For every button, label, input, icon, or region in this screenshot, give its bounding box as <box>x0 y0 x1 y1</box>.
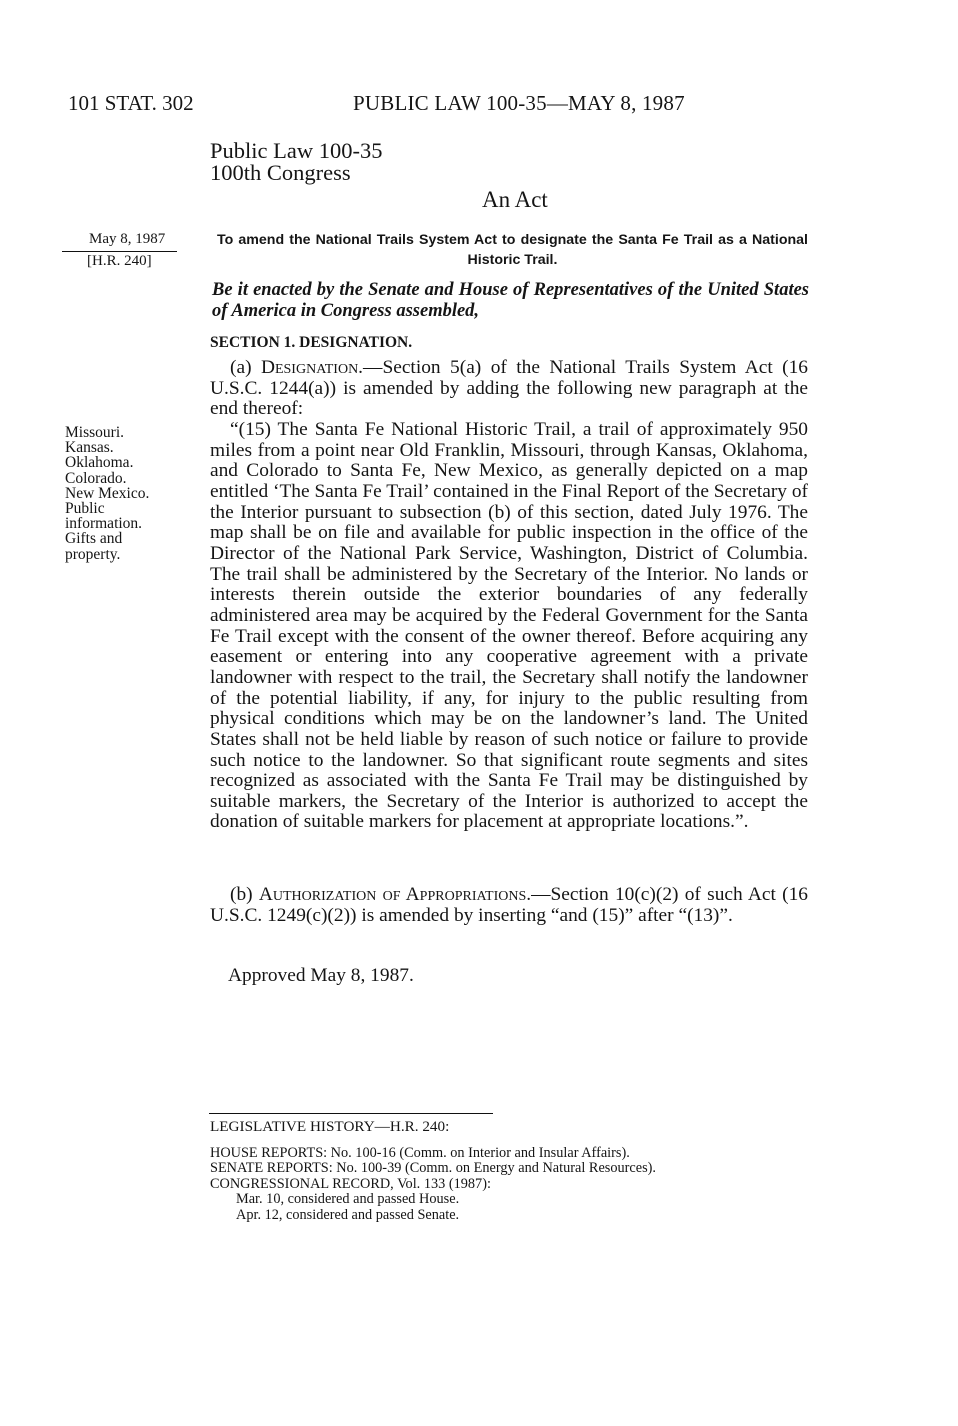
subsection-a-label: (a) <box>230 357 261 378</box>
purpose-statement: To amend the National Trails System Act to designate the Santa Fe Trail as a National Historic Trail. <box>217 232 808 268</box>
house-reports: HOUSE REPORTS: No. 100-16 (Comm. on Interior and Insular Affairs). <box>210 1145 630 1161</box>
congress-label: 100th Congress <box>210 160 351 185</box>
margin-note: Gifts and <box>65 530 123 548</box>
subsection-a-text: —Section 5(a) of the National Trails System Act (16 U.S.C. 1244(a)) is amended by adding the following new paragraph at the end thereof: <box>210 357 809 420</box>
act-heading: An Act <box>482 187 548 212</box>
margin-note: New Mexico. <box>65 484 150 502</box>
margin-note: information. <box>65 515 143 533</box>
subsection-a-caption: Designation. <box>260 357 364 378</box>
running-title: PUBLIC LAW 100-35—MAY 8, 1987 <box>353 91 685 115</box>
approval-date: Approved May 8, 1987. <box>228 965 414 986</box>
margin-note: Colorado. <box>65 469 127 487</box>
record-action: Apr. 12, considered and passed Senate. <box>236 1206 460 1223</box>
footnote-divider <box>209 1113 493 1114</box>
margin-note: Kansas. <box>65 439 114 457</box>
enacting-clause: Be it enacted by the Senate and House of Representatives of the United States of America in Congress assembled, <box>212 280 809 321</box>
section-heading: SECTION 1. DESIGNATION. <box>210 334 413 351</box>
margin-note: Missouri. <box>65 424 124 441</box>
subsection-a <box>210 358 808 420</box>
record-action: Mar. 10, considered and passed House. <box>236 1191 460 1208</box>
margin-notes <box>65 425 185 562</box>
public-law-title: Public Law 100-35 <box>210 138 383 163</box>
margin-date: May 8, 1987 <box>89 231 166 247</box>
congressional-record: CONGRESSIONAL RECORD, Vol. 133 (1987): <box>210 1175 491 1192</box>
subsection-b-caption: Authorization of Appropriations. <box>258 884 532 905</box>
legislative-history-title: LEGISLATIVE HISTORY—H.R. 240: <box>210 1118 450 1135</box>
margin-bill-number: [H.R. 240] <box>87 253 152 269</box>
page-number: 101 STAT. 302 <box>68 91 194 115</box>
senate-reports: SENATE REPORTS: No. 100-39 (Comm. on Energy and Natural Resources). <box>210 1160 657 1177</box>
subsection-b <box>210 885 808 926</box>
subsection-b-label: (b) <box>230 884 259 905</box>
subsection-b-text: —Section 10(c)(2) of such Act (16 U.S.C. 1249(c)(2)) is amended by inserting “and (15)” after “(13)”. <box>210 884 808 926</box>
margin-note: Oklahoma. <box>65 454 134 472</box>
margin-note: Public <box>65 500 105 518</box>
paragraph-15: “(15) The Santa Fe National Historic Trail, a trail of approximately 950 miles from a point near Old Franklin, Missouri, through Kansas, Oklahoma, and Colorado to Santa Fe, New Mexico, as generally depicted on a map entitled ‘The Santa Fe Trail’ contained in the Final Report of the Secretary of the Interior pursuant to subsection (b) of this section, dated July 1976. The map shall be on file and available for public inspection in the office of the Director of the National Park Service, Washington, District of Columbia. The trail shall be administered by the Secretary of the Interior. No lands or interests therein outside the exterior boundaries of any federally administered area may be acquired by the Federal Government for the Santa Fe Trail except with the consent of the owner thereof. Before acquiring any easement or entering into any cooperative agreement with a private landowner with respect to the trail, the Secretary shall notify the landowner of the potential liability, if any, for injury to the public resulting from physical conditions which may be on the landowner’s land. The United States shall not be held liable by reason of such notice or failure to provide such notice to the landowner. So that significant route segments and sites recognized as associated with the Santa Fe Trail may be distinguished by suitable markers, the Secretary of the Interior is authorized to accept the donation of suitable markers for placement at appropriate locations.”. <box>210 419 808 833</box>
legislative-history <box>210 1146 656 1223</box>
margin-note: property. <box>65 545 121 563</box>
